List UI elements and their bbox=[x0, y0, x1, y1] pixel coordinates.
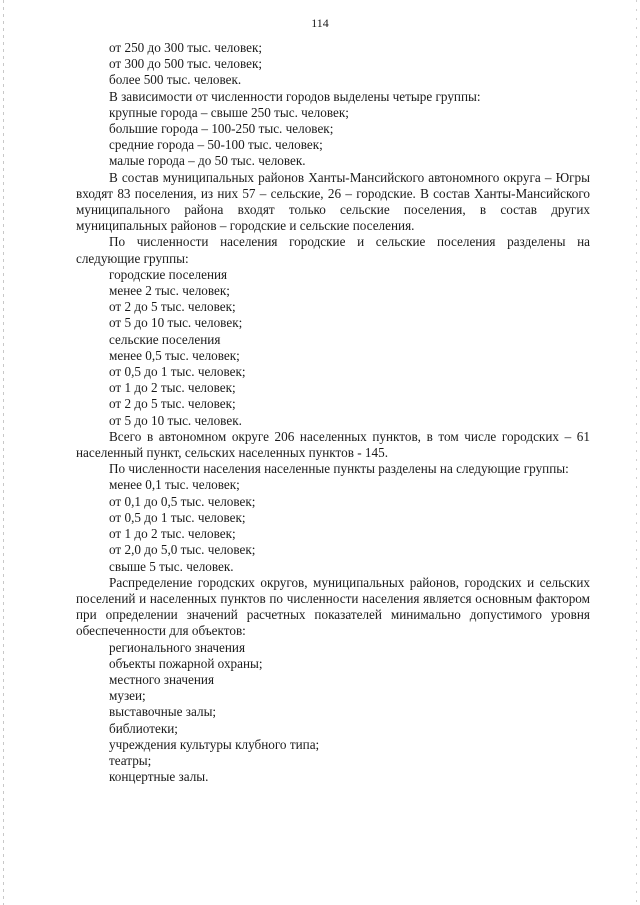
list-header-rural: сельские поселения bbox=[109, 331, 221, 347]
list-item: от 0,5 до 1 тыс. человек; bbox=[109, 509, 246, 525]
list-item: от 0,5 до 1 тыс. человек; bbox=[109, 364, 246, 380]
list-item: от 2 до 5 тыс. человек; bbox=[109, 299, 236, 315]
list-item: выставочные залы; bbox=[109, 704, 217, 720]
list-item: от 250 до 300 тыс. человек; bbox=[109, 40, 263, 55]
paragraph-districts: В состав муниципальных районов Ханты-Мансийского автономного округа – Югры входят 83 поселения, из них 57 – сельские, 26 – городские. В состав Ханты-Мансийского муниципального района входят только сельские поселения, в состав других муниципальных районов – городские и сельские поселения. bbox=[76, 169, 590, 234]
list-item: от 1 до 2 тыс. человек; bbox=[109, 526, 236, 542]
list-item: большие города – 100-250 тыс. человек; bbox=[109, 121, 334, 137]
paragraph-distribution: Распределение городских округов, муниципальных районов, городских и сельских поселений и населенных пунктов по численности населения является основным фактором при определении значений расчетных показателей минимально допустимого уровня обеспеченности для объектов: bbox=[76, 574, 590, 639]
page-number: 114 bbox=[311, 16, 329, 30]
list-item: музеи; bbox=[109, 688, 146, 704]
list-item: местного значения bbox=[109, 671, 215, 687]
paragraph-points-groups: По численности населения населенные пункты разделены на следующие группы: bbox=[109, 461, 569, 477]
list-item: малые города – до 50 тыс. человек. bbox=[109, 153, 306, 169]
list-item: регионального значения bbox=[109, 639, 246, 655]
scan-edge-left bbox=[3, 0, 4, 905]
list-item: от 300 до 500 тыс. человек; bbox=[109, 56, 263, 72]
scan-edge-right bbox=[636, 0, 637, 905]
list-item: от 0,1 до 0,5 тыс. человек; bbox=[109, 493, 256, 509]
list-item: концертные залы. bbox=[109, 769, 209, 785]
list-item: свыше 5 тыс. человек. bbox=[109, 558, 234, 574]
list-item: библиотеки; bbox=[109, 720, 178, 736]
list-item: от 5 до 10 тыс. человек; bbox=[109, 315, 243, 331]
list-item: крупные города – свыше 250 тыс. человек; bbox=[109, 104, 349, 120]
list-item: менее 0,5 тыс. человек; bbox=[109, 347, 240, 363]
list-item: менее 2 тыс. человек; bbox=[109, 283, 230, 299]
list-item: от 5 до 10 тыс. человек. bbox=[109, 412, 242, 428]
list-item: театры; bbox=[109, 752, 152, 768]
list-header-urban: городские поселения bbox=[109, 266, 228, 282]
list-item: средние города – 50-100 тыс. человек; bbox=[109, 137, 323, 153]
list-item: от 2 до 5 тыс. человек; bbox=[109, 396, 236, 412]
document-body bbox=[76, 40, 590, 785]
list-item: от 2,0 до 5,0 тыс. человек; bbox=[109, 542, 256, 558]
list-item: объекты пожарной охраны; bbox=[109, 655, 263, 671]
list-item: менее 0,1 тыс. человек; bbox=[109, 477, 240, 493]
paragraph-settlement-groups: По численности населения городские и сельские поселения разделены на следующие группы: bbox=[76, 234, 590, 266]
list-item: учреждения культуры клубного типа; bbox=[109, 736, 320, 752]
paragraph-total: Всего в автономном округе 206 населенных пунктов, в том числе городских – 61 населенный пункт, сельских населенных пунктов - 145. bbox=[76, 428, 590, 461]
list-item: от 1 до 2 тыс. человек; bbox=[109, 380, 236, 396]
list-item: более 500 тыс. человек. bbox=[109, 72, 242, 88]
paragraph-city-groups: В зависимости от численности городов выделены четыре группы: bbox=[109, 88, 481, 104]
